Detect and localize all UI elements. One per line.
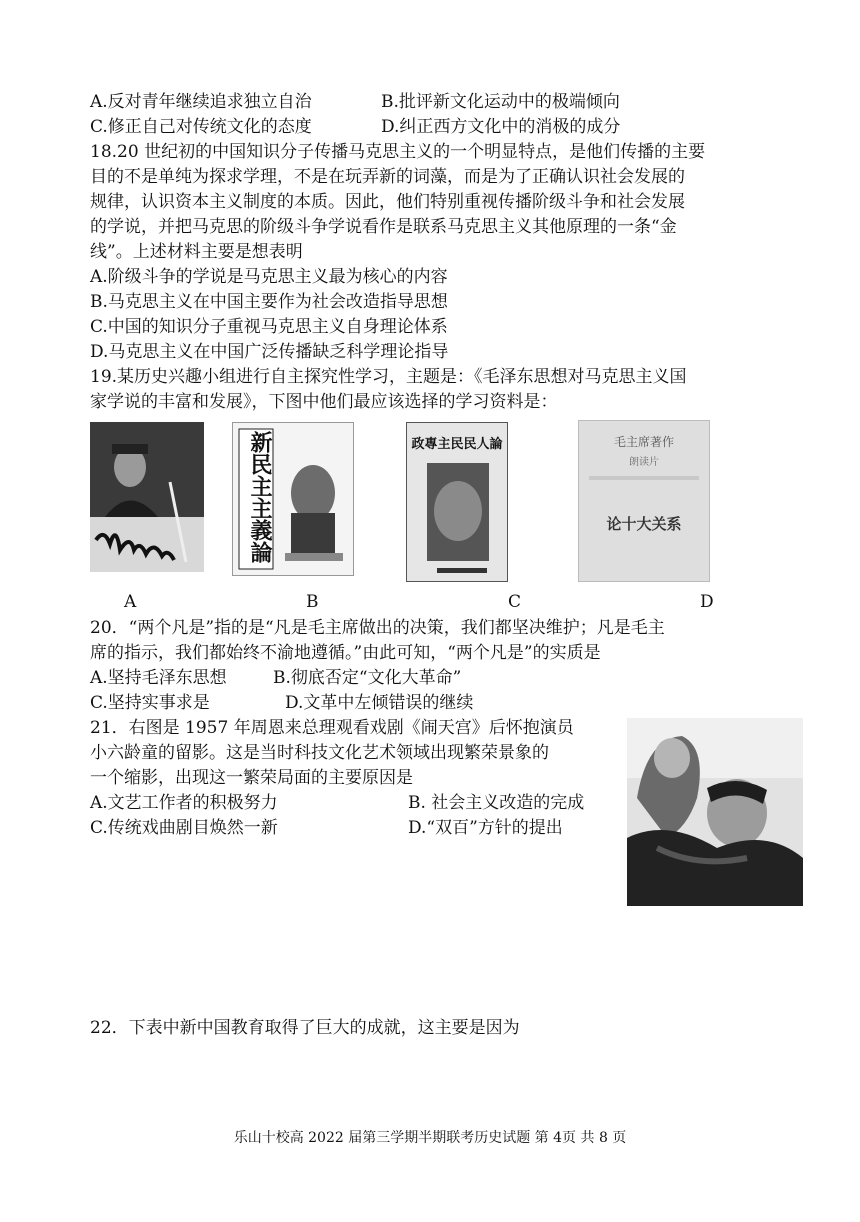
q19-image-d-sub-text: 朗读片: [629, 457, 659, 468]
q18-stem-line: 18.20 世纪初的中国知识分子传播马克思主义的一个明显特点，是他们传播的主要: [90, 142, 706, 162]
q17-option-d: D.纠正西方文化中的消极的成分: [381, 117, 621, 137]
q21-stem-line: 一个缩影，出现这一繁荣局面的主要原因是: [90, 768, 413, 788]
q19-image-c-title: 政專主民民人論: [411, 437, 503, 452]
q18-option-d: D.马克思主义在中国广泛传播缺乏科学理论指导: [90, 342, 449, 362]
q19-image-b-book-cover: [232, 422, 354, 576]
q19-stem-line: 家学说的丰富和发展》，下图中他们最应该选择的学习资料是：: [90, 392, 558, 412]
q18-option-a: A.阶级斗争的学说是马克思主义最为核心的内容: [90, 267, 448, 287]
q21-option-d: D.“双百”方针的提出: [408, 818, 563, 838]
q20-stem-line: 20．“两个凡是”指的是“凡是毛主席做出的决策，我们都坚决维护；凡是毛主: [90, 618, 665, 638]
q19-caption-d: D: [700, 592, 714, 612]
q17-option-a: A.反对青年继续追求独立自治: [90, 92, 312, 112]
q19-image-c-book-cover: [406, 422, 508, 582]
q21-photo-zhou-enlai: [627, 718, 803, 906]
q21-stem-line: 21．右图是 1957 年周恩来总理观看戏剧《闹天宫》后怀抱演员: [90, 718, 574, 738]
q20-option-d: D.文革中左倾错误的继续: [285, 693, 474, 713]
q18-option-c: C.中国的知识分子重视马克思主义自身理论体系: [90, 317, 448, 337]
q21-option-b: B. 社会主义改造的完成: [408, 793, 585, 813]
q18-stem-line: 目的不是单纯为探求学理，不是在玩弄新的词藻，而是为了正确认识社会发展的: [90, 167, 685, 187]
q18-stem-line: 线”。上述材料主要是想表明: [90, 242, 303, 262]
q20-stem-line: 席的指示，我们都始终不渝地遵循。”由此可知，“两个凡是”的实质是: [90, 643, 601, 663]
q21-option-a: A.文艺工作者的积极努力: [90, 793, 278, 813]
q18-option-b: B.马克思主义在中国主要作为社会改造指导思想: [90, 292, 448, 312]
q21-stem-line: 小六龄童的留影。这是当时科技文化艺术领域出现繁荣景象的: [90, 743, 549, 763]
q19-image-d-title: 论十大关系: [606, 515, 682, 533]
q19-image-b-title: 新民主主義論: [247, 431, 273, 563]
q18-stem-line: 的学说，并把马克思的阶级斗争学说看作是联系马克思主义其他原理的一条“金: [90, 217, 677, 237]
q19-image-d-book-cover: [578, 420, 710, 582]
q20-option-b: B.彻底否定“文化大革命”: [273, 668, 462, 688]
q19-image-d-top-text: 毛主席著作: [613, 435, 674, 449]
q19-image-a-mao-poster: [90, 422, 204, 572]
q17-option-c: C.修正自己对传统文化的态度: [90, 117, 312, 137]
page-footer: 乐山十校高 2022 届第三学期半期联考历史试题 第 4页 共 8 页: [233, 1130, 627, 1146]
q19-stem-line: 19.某历史兴趣小组进行自主探究性学习，主题是：《毛泽东思想对马克思主义国: [90, 367, 687, 387]
q21-option-c: C.传统戏曲剧目焕然一新: [90, 818, 278, 838]
q19-caption-b: B: [306, 592, 319, 612]
q17-option-b: B.批评新文化运动中的极端倾向: [381, 92, 620, 112]
q19-caption-a: A: [124, 592, 137, 612]
q20-option-a: A.坚持毛泽东思想: [90, 668, 227, 688]
q20-option-c: C.坚持实事求是: [90, 693, 210, 713]
q22-stem-line: 22．下表中新中国教育取得了巨大的成就，这主要是因为: [90, 1018, 520, 1038]
q19-caption-c: C: [508, 592, 522, 612]
q18-stem-line: 规律，认识资本主义制度的本质。因此，他们特别重视传播阶级斗争和社会发展: [90, 192, 685, 212]
